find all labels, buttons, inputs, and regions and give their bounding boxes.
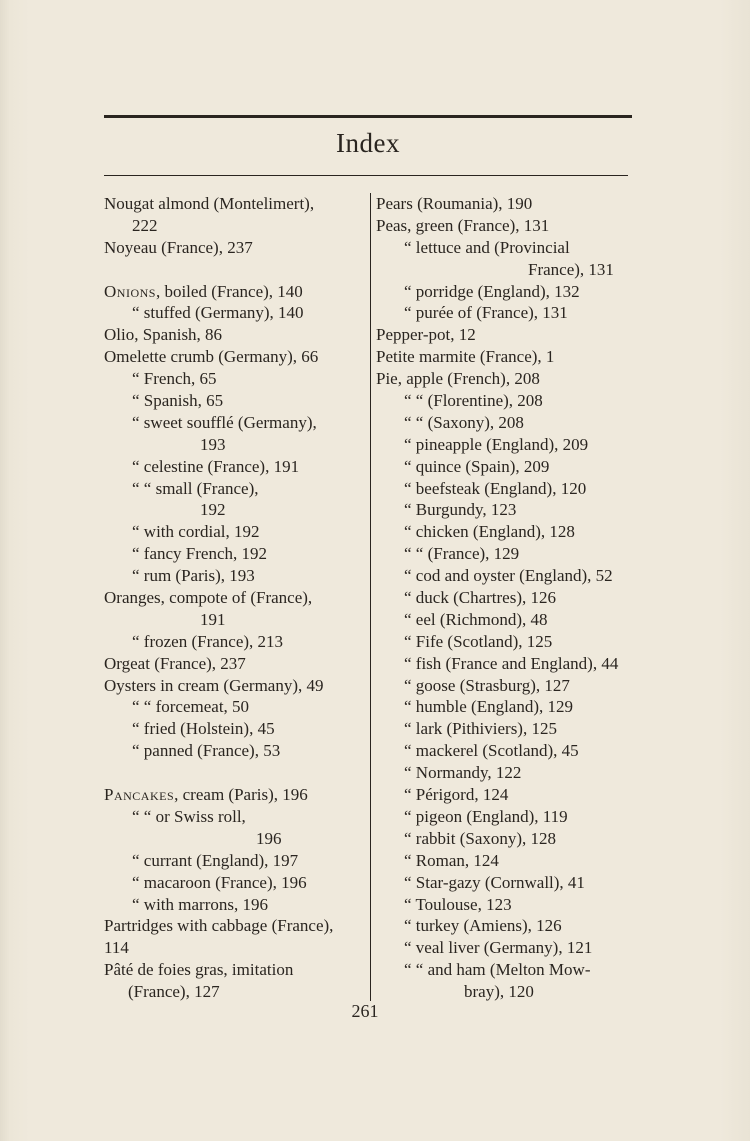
index-entry: “ stuffed (Germany), 140 (132, 303, 304, 323)
index-entry: “ porridge (England), 132 (404, 281, 580, 301)
index-entry: “ beefsteak (England), 120 (404, 478, 587, 498)
index-entry: “ Roman, 124 (404, 850, 499, 870)
index-entry: “ pineapple (England), 209 (404, 434, 589, 454)
index-entry: “ Spanish, 65 (132, 391, 224, 411)
index-entry: “ fish (France and England), 44 (404, 653, 619, 673)
index-entry: Partridges with cabbage (France), (104, 916, 334, 936)
index-entry: “ cod and oyster (England), 52 (404, 566, 613, 586)
index-entry: “ Burgundy, 123 (404, 500, 517, 520)
index-entry: “ rabbit (Saxony), 128 (404, 828, 557, 848)
index-entry: Pâté de foies gras, imitation (104, 960, 294, 980)
index-entry: 114 (104, 938, 129, 958)
index-entry: “ fancy French, 192 (132, 544, 268, 564)
index-entry: France), 131 (528, 259, 614, 279)
index-entry: “ “ (France), 129 (404, 544, 520, 564)
index-entry: “ French, 65 (132, 369, 217, 389)
page-title: Index (336, 128, 400, 158)
index-entry: 193 (200, 434, 226, 454)
index-entry: Omelette crumb (Germany), 66 (104, 347, 319, 367)
index-entry: “ quince (Spain), 209 (404, 456, 550, 476)
index-entry: “ purée of (France), 131 (404, 303, 568, 323)
index-entry: “ “ and ham (Melton Mow- (404, 960, 591, 980)
index-entry: “ “ (Saxony), 208 (404, 412, 524, 432)
header-rule-bottom (104, 175, 628, 176)
index-entry: “ currant (England), 197 (132, 850, 299, 870)
index-entry: “ humble (England), 129 (404, 697, 574, 717)
index-entry: “ with marrons, 196 (132, 894, 268, 914)
index-entry: 191 (200, 609, 226, 629)
index-entry: “ macaroon (France), 196 (132, 872, 307, 892)
index-entry: “ with cordial, 192 (132, 522, 260, 542)
index-entry: Noyeau (France), 237 (104, 237, 253, 257)
index-entry: “ duck (Chartres), 126 (404, 588, 557, 608)
index-entry: “ lark (Pithiviers), 125 (404, 719, 557, 739)
index-entry: (France), 127 (128, 982, 220, 1002)
index-entry: Pie, apple (French), 208 (376, 369, 540, 389)
index-entry: “ lettuce and (Provincial (404, 237, 570, 257)
index-entry: Olio, Spanish, 86 (104, 325, 223, 345)
index-entry: “ sweet soufflé (Germany), (132, 412, 317, 432)
index-entry: “ goose (Strasburg), 127 (404, 675, 570, 695)
index-entry: Onions, boiled (France), 140 (104, 281, 303, 301)
index-entry (104, 762, 362, 784)
page-number: 261 (351, 1001, 379, 1021)
index-entry: bray), 120 (464, 982, 534, 1002)
index-entry: “ pigeon (England), 119 (404, 806, 568, 826)
index-entry: “ rum (Paris), 193 (132, 566, 255, 586)
index-column-left (104, 193, 362, 1003)
index-entry: Pancakes, cream (Paris), 196 (104, 785, 308, 805)
index-entry: “ “ or Swiss roll, (132, 806, 246, 826)
index-entry: Pepper-pot, 12 (376, 325, 476, 345)
index-entry: “ “ (Florentine), 208 (404, 391, 543, 411)
index-entry: “ Toulouse, 123 (404, 894, 512, 914)
index-entry: “ “ small (France), (132, 478, 259, 498)
index-entry: “ turkey (Amiens), 126 (404, 916, 562, 936)
index-entry: “ celestine (France), 191 (132, 456, 300, 476)
index-column-right (376, 193, 636, 1003)
index-entry: Oysters in cream (Germany), 49 (104, 675, 324, 695)
header-rule-top (104, 115, 632, 118)
index-entry: 192 (200, 500, 226, 520)
index-entry: “ panned (France), 53 (132, 741, 281, 761)
index-entry: “ “ forcemeat, 50 (132, 697, 250, 717)
index-entry: “ fried (Holstein), 45 (132, 719, 275, 739)
index-entry: Oranges, compote of (France), (104, 588, 313, 608)
index-entry: “ Star-gazy (Cornwall), 41 (404, 872, 585, 892)
index-entry: “ Fife (Scotland), 125 (404, 631, 553, 651)
index-entry: 196 (256, 828, 282, 848)
index-entry: “ mackerel (Scotland), 45 (404, 741, 579, 761)
index-entry: Petite marmite (France), 1 (376, 347, 555, 367)
index-entry: Peas, green (France), 131 (376, 215, 550, 235)
index-entry: “ Périgord, 124 (404, 785, 509, 805)
index-entry: Orgeat (France), 237 (104, 653, 246, 673)
index-entry: Nougat almond (Montelimert), (104, 194, 315, 213)
index-entry: “ frozen (France), 213 (132, 631, 284, 651)
index-entry: Pears (Roumania), 190 (376, 194, 533, 213)
index-entry: “ chicken (England), 128 (404, 522, 575, 542)
index-entry: 222 (132, 215, 158, 235)
index-entry (104, 259, 362, 281)
index-entry: “ veal liver (Germany), 121 (404, 938, 593, 958)
index-entry: “ Normandy, 122 (404, 763, 522, 783)
column-divider (370, 193, 371, 1001)
index-entry: “ eel (Richmond), 48 (404, 609, 548, 629)
